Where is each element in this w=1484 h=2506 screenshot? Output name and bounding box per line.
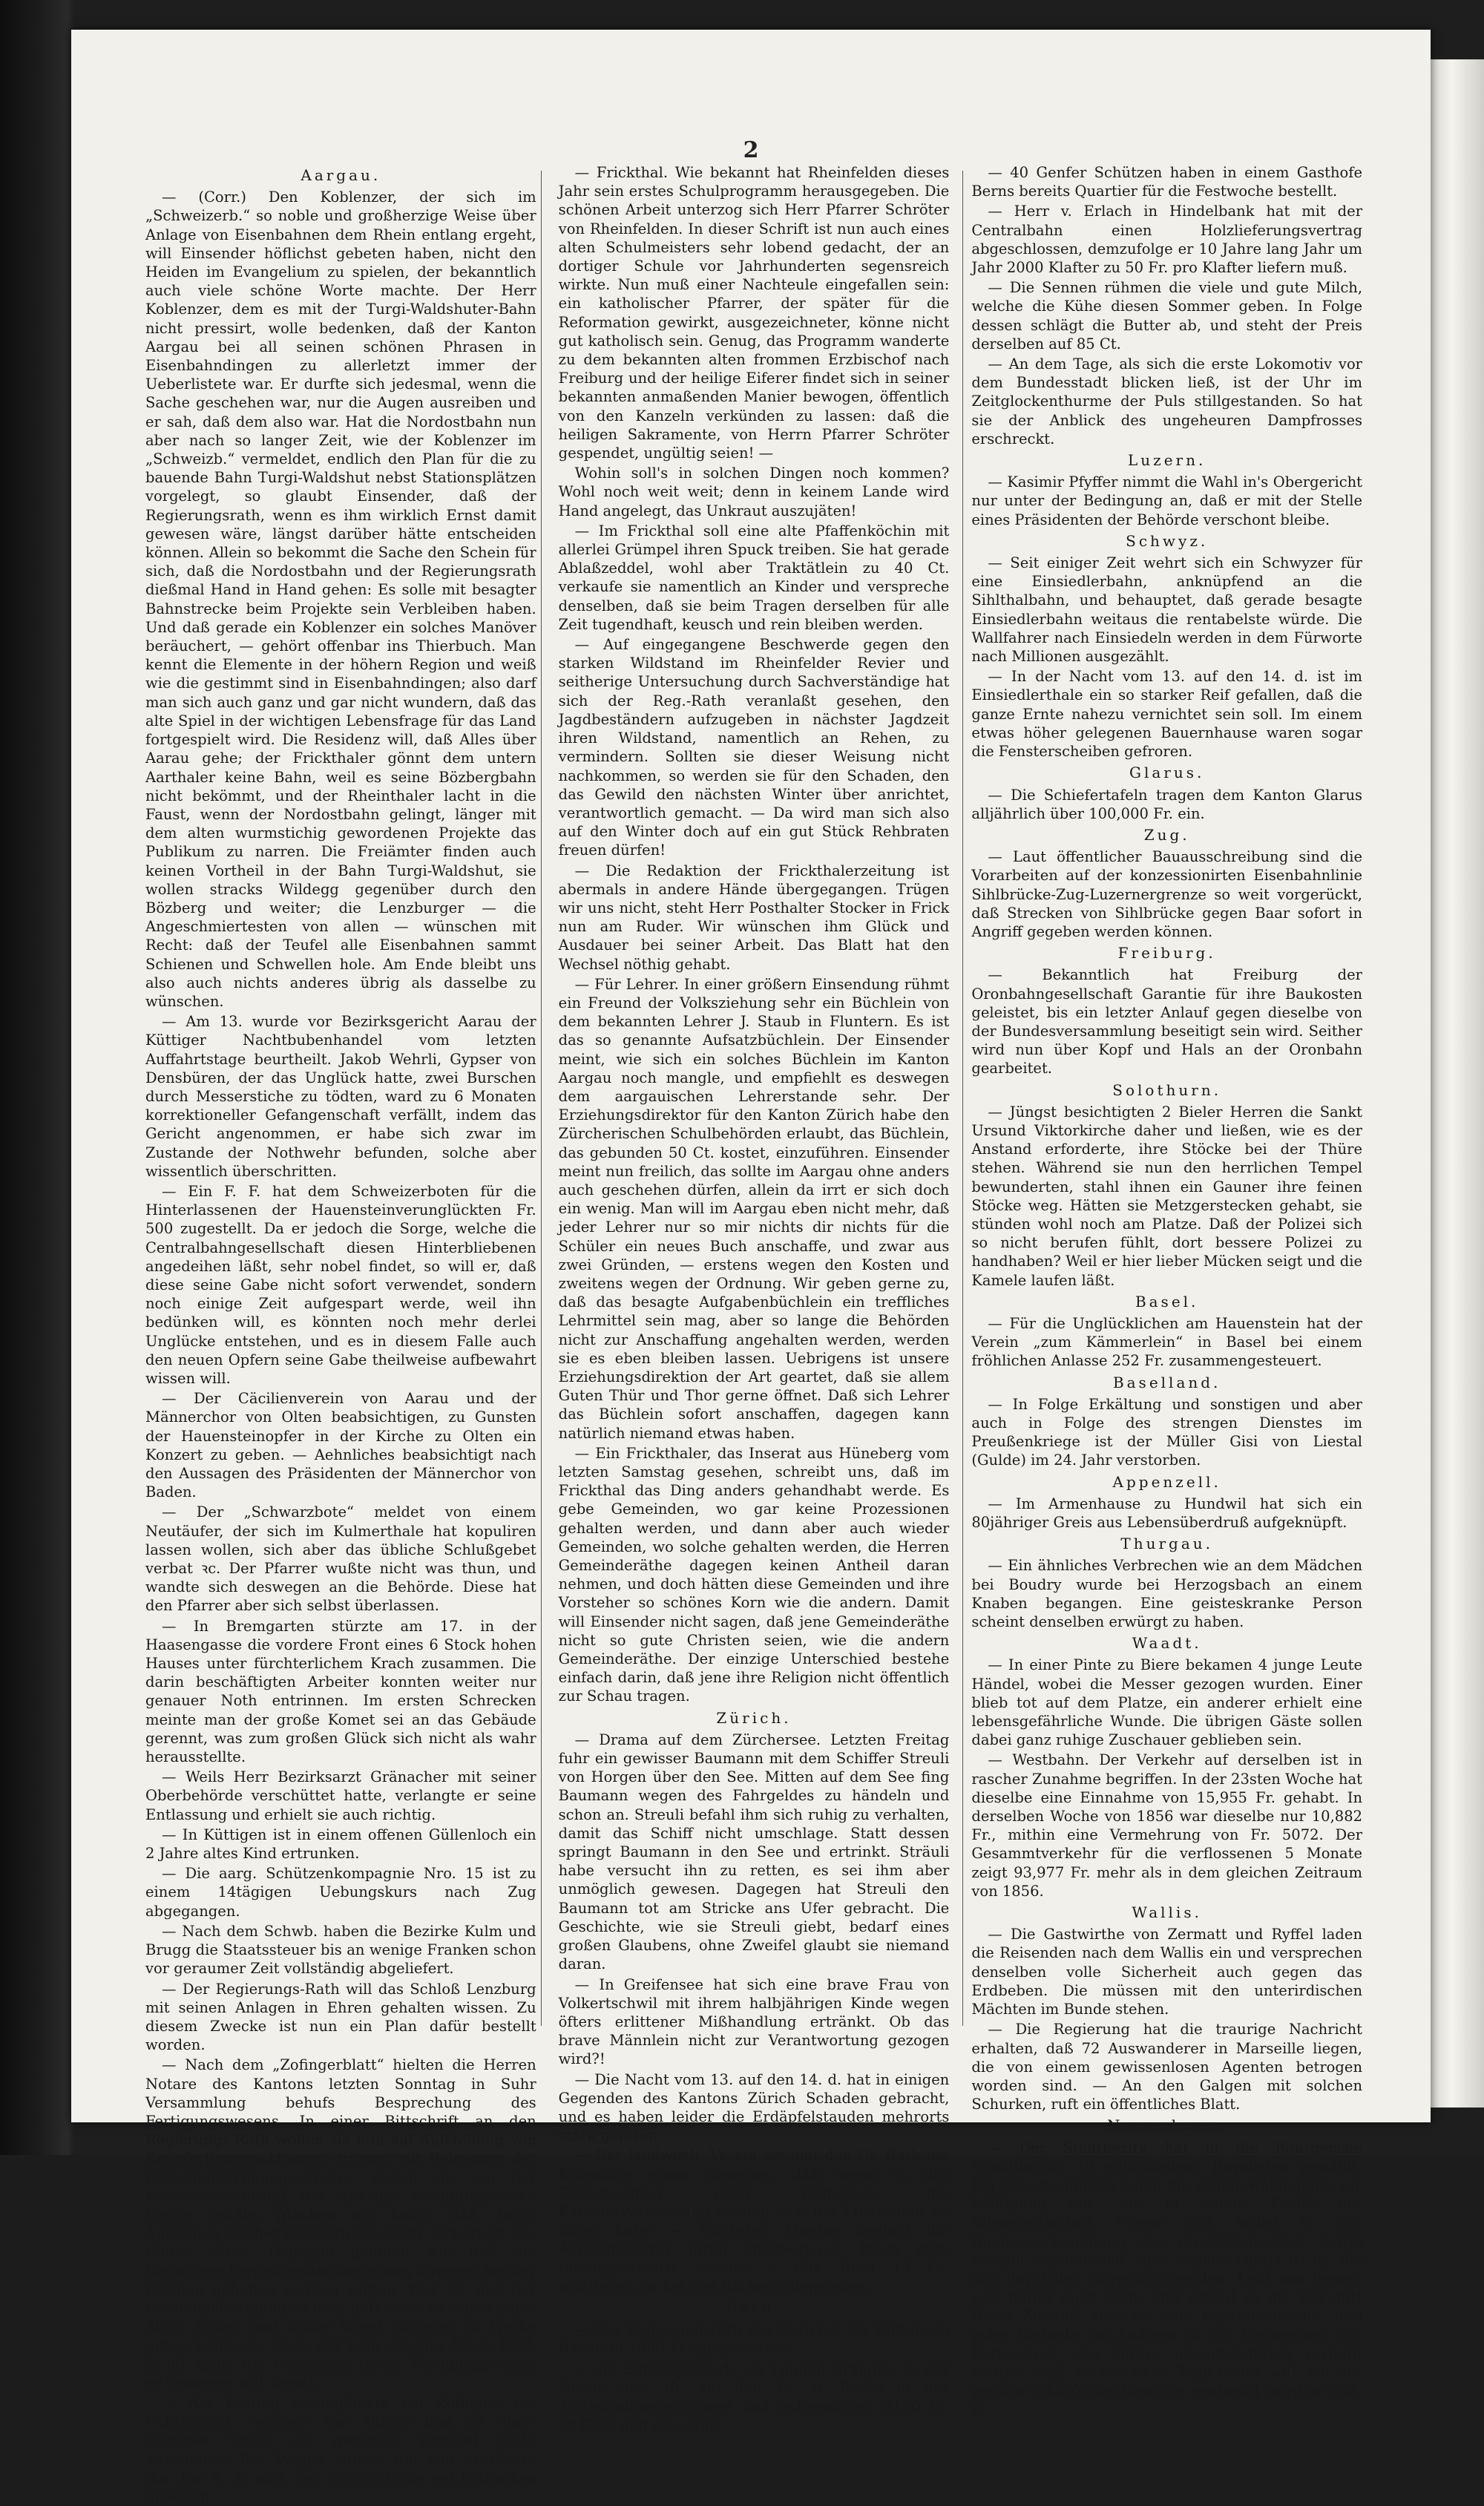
article-paragraph: — Der landwirth. Verein ersucht den Gr. Rath um Erlassung eines Gesetzes, daß wenn ⅔ der Grundbesitzer einer Gemeinde die Katastervermessung wollen, sich die Minderheit zu fügen habe. — Nächsten Montag beginnt die Aktienbäckerei ihren Brodverkauf. Nach dem Intelligenzblatte werden 4 Pfd. Brod 12 Ct. wohlfeiler als bei den Bäckern abgegeben. bbox=[558, 2147, 950, 2295]
article-paragraph: — 40 Genfer Schützen haben in einem Gasthofe Berns bereits Quartier für die Festwoche bestellt. bbox=[971, 164, 1363, 200]
section-heading: Zug. bbox=[1143, 825, 1190, 844]
section-heading: Wallis. bbox=[1132, 1903, 1202, 1922]
article-paragraph: — Die Gastwirthe von Zermatt und Ryffel laden die Reisenden nach dem Wallis ein und versprechen denselben volle Sicherheit auch gegen das Erdbeben. Die müssen mit den unterirdischen Mächten im Bunde stehen. bbox=[971, 1926, 1363, 2018]
section-heading: Solothurn. bbox=[1112, 1080, 1222, 1099]
section-heading: Schwyz. bbox=[1126, 531, 1209, 550]
section-heading: Basel. bbox=[1135, 1292, 1199, 1311]
section-heading: Neuenburg. bbox=[1107, 2116, 1227, 2135]
column-left bbox=[145, 163, 536, 2505]
article-paragraph: — Kasimir Pfyffer nimmt die Wahl in's Obergericht nur unter der Bedingung an, daß er mit der Stelle eines Präsidenten der Behörde verschont bleibe. bbox=[971, 473, 1363, 528]
article-paragraph: — In der Nacht vom 13. auf den 14. d. ist im Einsiedlerthale ein so starker Reif gefallen, daß die ganze Ernte nahezu vernichtet sein soll. Im einem etwas höher gelegenen Bauernhause waren sogar die Fensterscheiben gefroren. bbox=[971, 668, 1363, 761]
article-paragraph: — Der Regierungs-Rath will das Schloß Lenzburg mit seinen Anlagen in Ehren gehalten wissen. Zu diesem Zwecke ist nun ein Plan dafür bestellt worden. bbox=[145, 1980, 536, 2054]
section-heading: Aargau. bbox=[301, 166, 381, 184]
article-paragraph: — Die Nacht vom 13. auf den 14. d. hat in einigen Gegenden des Kantons Zürich Schaden gebracht, und es haben leider die Erdäpfelstauden mehrorts stark gelitten. bbox=[558, 2070, 950, 2145]
article-paragraph: — Seit einiger Zeit wehrt sich ein Schwyzer für eine Einsiedlerbahn, anknüpfend an die Sihlthalbahn, und behauptet, daß gerade besagte Einsiedlerbahn weitaus die rentabelste würde. Die Wallfahrer nach Einsiedeln werden in dem Fürworte nach Millionen ausgezählt. bbox=[971, 554, 1363, 666]
section-heading: Waadt. bbox=[1132, 1634, 1202, 1653]
article-paragraph: — Nach dem Schwb. haben die Bezirke Kulm und Brugg die Staatssteuer bis an wenige Franken schon vor geraumer Zeit vollständig abgeliefert. bbox=[145, 1922, 536, 1978]
article-paragraph: — Für Lehrer. In einer größern Einsendung rühmt ein Freund der Volksziehung sehr ein Büchlein von dem bekannten Lehrer J. Staub in Fluntern. Es ist das so genannte Aufsatzbüchlein. Der Einsender meint, wie sich ein solches Büchlein im Kanton Aargau noch mangle, und empfiehlt es deswegen dem aargauischen Lehrerstande sehr. Der Erziehungsdirektor für den Kanton Zürich habe den Zürcherischen Schulbehörden erlaubt, das Büchlein, das gebunden 50 Ct. kostet, einzuführen. Einsender meint nun freilich, das sollte im Aargau ohne anders auch geschehen dürfen, allein da irrt er sich doch ein wenig. Man will im Aargau eben nicht mehr, daß jeder Lehrer nur so mir nichts dir nichts für die Schüler ein neues Buch anschaffe, und zwar aus zwei Gründen, — erstens wegen den Kosten und zweitens wegen der Ordnung. Wir geben gerne zu, daß das besagte Aufgabenbüchlein ein treffliches Lehrmittel sein mag, aber so lange die Behörden nicht zur Anschaffung angehalten werden, werden sie es eben bleiben lassen. Uebrigens ist unsere Erziehungsdirektion der Art geartet, daß sie allem Guten Thür und Thor gerne öffnet. Daß sich Lehrer das Büchlein sofort anschaffen, dagegen kann natürlich niemand etwas haben. bbox=[558, 975, 950, 1442]
article-paragraph: — Am Freitag verunglückte bei Zofingen ein Fuhrknecht, welcher Torf führte und an einer halbigen Stelle die gehörige Vorsicht nicht anwendete. Der Wagen stürzte um und erdrückte ihn. Die A. Z. sagt, der Verunglückte sei betrunken gewesen. bbox=[145, 2394, 536, 2505]
article-paragraph: — (Corr.) Den Koblenzer, der sich im „Schweizerb.“ so noble und großherzige Weise über Anlage von Eisenbahnen dem Rhein entlang ergeht, will Einsender höflichst gebeten haben, nicht den Heiden im Evangelium zu spielen, der bekanntlich auch viele schöne Worte machte. Der Herr Koblenzer, dem es mit der Turgi-Waldshuter-Bahn nicht pressirt, wolle bedenken, daß der Kanton Aargau bei all seinen schönen Phrasen in Eisenbahndingen zu allerletzt immer der Ueberlistete war. Er durfte sich jedesmal, wenn die Sache geschehen war, nur die Augen ausreiben und er sah, daß dem also war. Hat die Nordostbahn nun aber nach so langer Zeit, wie der Koblenzer im „Schweizb.“ vermeldet, endlich den Plan für die zu bauende Bahn Turgi-Waldshut nebst Stationsplätzen vorgelegt, so glaubt Einsender, daß der Regierungsrath, wenn es ihm wirklich Ernst damit gewesen wäre, längst darüber hätte entscheiden können. Allein so bekommt die Sache den Schein für sich, daß die Nordostbahn und der Regierungsrath dießmal Hand in Hand gehen: Es solle mit besagter Bahnstrecke beim Projekte sein Verbleiben haben. Und daß gerade ein Koblenzer ein solches Manöver beräuchert, — gehört offenbar ins Thierbuch. Man kennt die Elemente in der höhern Region und weiß wie die gestimmt sind in Eisenbahndingen; also darf man sich auch ganz und gar nicht wundern, daß das alte Spiel in der wichtigen Lebensfrage für das Land fortgespielt wird. Die Residenz will, daß Alles über Aarau gehe; der Frickthaler gönnt dem untern Aarthaler keine Bahn, weil es seine Bözbergbahn nicht bekömmt, und der Rheinthaler lacht in die Faust, wenn der Nordostbahn gelingt, länger mit dem alten wurmstichig gewordenen Projekte das Publikum zu narren. Die Freiämter finden auch keinen Vortheil in der Bahn Turgi-Waldshut, sie wollen stracks Wildegg gegenüber durch den Bözberg und weiter; die Lenzburger — die Angeschmiertesten von allen — wünschen mit Recht: daß der Teufel alle Eisenbahnen sammt Schienen und Schwellen hole. Am Ende bleibt uns also auch nichts anderes übrig als dasselbe zu wünschen. bbox=[145, 188, 536, 1010]
article-paragraph: — Der „Schwarzbote“ meldet von einem Neutäufer, der sich im Kulmerthale hat kopuliren lassen wollen, sich aber das übliche Schlußgebet verbat ꝛc. Der Pfarrer wußte nicht was thun, und wandte sich deswegen an die Behörde. Diese hat den Pfarrer aber sich selbst überlassen. bbox=[145, 1503, 536, 1615]
section-heading: Freiburg. bbox=[1117, 944, 1216, 962]
article-paragraph: — In Folge Erkältung und sonstigen und aber auch in Folge des strengen Dienstes im Preußenkriege ist der Müller Gisi von Liestal (Gulde) im 24. Jahr verstorben. bbox=[971, 1395, 1363, 1469]
article-paragraph: — Am 13. wurde vor Bezirksgericht Aarau der Küttiger Nachtbubenhandel vom letzten Auffahrtstage beurtheilt. Jakob Wehrli, Gypser von Densbüren, der das Unglück hatte, zwei Burschen durch Messerstiche zu tödten, ward zu 6 Monaten korrektioneller Gefangenschaft verfällt, indem das Gericht angenommen, er habe sich zwar im Zustande der Nothwehr befunden, solche aber wissentlich überschritten. bbox=[145, 1013, 536, 1180]
article-paragraph: — Nach dem „Zofingerblatt“ hielten die Herren Notare des Kantons letzten Sonntag in Suhr Versammlung behufs Besprechung des Fertigungswesens. In einer Bittschrift an den Regierungs-Rath wollen sie nun auf Aufstellung von Kreisfertigungsaktuaren dringen mit Belassung der Gemeindefertigungsaktuare, indem sie von der Kostenvermehrung, die also das Fertigungswesen treffen müßte, glauben wir kaum, daß durch Aufstellen solcher Kreisaktuare mehr Sicherheit in's Ganze käme. Dagegen glauben wir, daß die bisherigen Fertigungsaktuare etwas strenger bei der Prüfung gehalten werden sollten. Klar ist, daß der Gemeindsfertigungsaktuar, daß er so zu sagen jedes Stück Grund und Boden kennt, sicherer zu Werke gehen kann, als einer, der kein einziges Stück Feld, ja oft kaum die Gemeinde, deren Fertigungswesen er besorgen soll, kennt. bbox=[145, 2056, 536, 2392]
section-heading: Zürich. bbox=[716, 1708, 792, 1727]
article-paragraph: — Die Sennen rühmen die viele und gute Milch, welche die Kühe diesen Sommer geben. In Folge dessen schlägt die Butter ab, und steht der Preis derselben auf 85 Ct. bbox=[971, 279, 1363, 352]
article-paragraph: — Ein ähnliches Verbrechen wie an dem Mädchen bei Boudry wurde bei Herzogsbach an einem Knaben begangen. Eine geisteskranke Person scheint denselben erwürgt zu haben. bbox=[971, 1557, 1363, 1631]
section-heading: Luzern. bbox=[1128, 451, 1206, 470]
article-paragraph: — Drama auf dem Zürchersee. Letzten Freitag fuhr ein gewisser Baumann mit dem Schiffer Streuli von Horgen über den See. Mitten auf dem See fing Baumann wegen des Fahrgeldes zu händeln und schon an. Streuli befahl ihm sich ruhig zu verhalten, damit das Schiff nicht umschlage. Statt dessen springt Baumann in den See und ertrinkt. Sträuli habe versucht ihn zu retten, es sei ihm aber unmöglich gewesen. Dagegen hat Streuli den Baumann tot am Stricke ans Ufer gebracht. Die Geschichte, wie sie Streuli giebt, bedarf eines großen Glaubens, ohne Zweifel glaubt sie niemand daran. bbox=[558, 1731, 950, 1973]
section-heading: Appenzell. bbox=[1112, 1472, 1221, 1491]
section-heading: Glarus. bbox=[1129, 764, 1205, 782]
article-paragraph: — In Greifensee hat sich eine brave Frau von Volkertschwil mit ihrem halbjährigen Kinde wegen öfters erlittener Mißhandlung ertränkt. Ob das brave Männlein nicht zur Verantwortung gezogen wird?! bbox=[558, 1975, 950, 2068]
article-paragraph: — Auf eingegangene Beschwerde gegen den starken Wildstand im Rheinfelder Revier und seitherige Untersuchung durch Sachverständige hat sich der Reg.-Rath veranlaßt gesehen, den Jagdbeständern aufzugeben in nächster Jagdzeit ihren Wildstand, namentlich an Rehen, zu vermindern. Sollten sie dieser Weisung nicht nachkommen, so werden sie für den Schaden, den das Gewild den nächsten Winter über anrichtet, verantwortlich gemacht. — Da wird man sich also auf den Winter doch auf ein gut Stück Rehbraten freuen dürfen! bbox=[558, 636, 950, 859]
column-middle bbox=[558, 163, 950, 2434]
article-paragraph: Wohin soll's in solchen Dingen noch kommen? Wohl noch weit weit; denn in keinem Lande wird Hand angelegt, das Unkraut auszujäten! bbox=[558, 465, 950, 519]
article-paragraph: — In Bremgarten stürzte am 17. in der Haasengasse die vordere Front eines 6 Stock hohen Hauses unter fürchterlichem Krach zusammen. Die darin beschäftigten Arbeiter konnten weiter nur genauer Noth entrinnen. Im ersten Schrecken meinte man der große Komet sei an das Gebäude gerennt, was zum großen Glück sich nicht als wahr herausstellte. bbox=[145, 1617, 536, 1766]
article-paragraph: — Frickthal. Wie bekannt hat Rheinfelden dieses Jahr sein erstes Schulprogramm herausgegeben. Die schönen Arbeit unterzog sich Herr Pfarrer Schröter von Rheinfelden. In dieser Schrift ist nun auch eines alten Schulmeisters sehr lobend gedacht, der an dortiger Schule vor Jahrhunderten segensreich wirkte. Nun muß einer Nachteule eingefallen sein: ein katholischer Pfarrer, der später für die Reformation gewirkt, ausgezeichneter, könne nicht gut katholisch sein. Genug, das Programm wanderte zu dem bekannten alten frommen Erzbischof nach Freiburg und der heilige Eiferer findet sich in seiner bekannten anmaßenden Manier bewogen, öffentlich von den Kanzeln verkünden zu lassen: daß die heiligen Sakramente, von Herrn Pfarrer Schröter gespendet, ungültig seien! — bbox=[558, 164, 950, 462]
article-paragraph: — Weils Herr Bezirksarzt Gränacher mit seiner Oberbehörde verschüttet hatte, verlangte er seine Entlassung und erhielt sie auch richtig. bbox=[145, 1768, 536, 1823]
article-paragraph: — Ein Frickthaler, das Inserat aus Hüneberg vom letzten Samstag gesehen, schreibt uns, daß im Frickthal das Ding anders gehandhabt werde. Es gebe Gemeinden, wo gar keine Prozessionen gehalten werden, und dann aber auch wieder Gemeinden, wo solche gehalten werden, die Herren Gemeinderäthe dagegen keinen Antheil daran nehmen, und doch hätten diese Gemeinden und ihre Vorsteher so schönes Korn wie die andern. Damit will Einsender nicht sagen, daß jene Gemeinderäthe nicht so gute Christen seien, wie die andern Gemeinderäthe. Der einzige Unterschied bestehe einfach darin, daß jene ihre Religion nicht öffentlich zur Schau tragen. bbox=[558, 1444, 950, 1705]
next-page-edge bbox=[1431, 59, 1484, 2108]
article-paragraph: — In einer Pinte zu Biere bekamen 4 junge Leute Händel, wobei die Messer gezogen wurden. Einer blieb tot auf dem Platze, ein anderer erhielt eine lebensgefährliche Wunde. Die übrigen Gäste sollen dabei ganz ruhige Zuschauer geblieben sein. bbox=[971, 1656, 1363, 1749]
section-heading: Bern. bbox=[726, 2298, 782, 2317]
section-heading: Baselland. bbox=[1112, 1373, 1221, 1391]
article-paragraph: — Die Schiefertafeln tragen dem Kanton Glarus alljährlich über 100,000 Fr. ein. bbox=[971, 786, 1363, 822]
article-paragraph: — Im Frickthal soll eine alte Pfaffenköchin mit allerlei Grümpel ihren Spuck treiben. Sie hat gerade Ablaßzeddel, wohl aber Traktätlein zu 40 Ct. verkaufe sie namentlich an Kinder und verspreche denselben, daß sie beim Tragen derselben für alle Zeit tugendhaft, keusch und rein bleiben werden. bbox=[558, 522, 950, 633]
article-paragraph: — Der Regierungsrath von Bern hat für katholisch Bächteln 1000 Fr. ausgeworfen. bbox=[558, 2321, 950, 2358]
article-paragraph: — Laut öffentlicher Bauausschreibung sind die Vorarbeiten auf der konzessionirten Eisenbahnlinie Sihlbrücke-Zug-Luzernergrenze so weit vorgerückt, daß Strecken von Sihlbrücke gegen Baar sofort in Angriff gegeben werden können. bbox=[971, 848, 1363, 940]
article-paragraph: — Westbahn. Der Verkehr auf derselben ist in rascher Zunahme begriffen. In der 23sten Woche hat dieselbe eine Einnahme von 15,955 Fr. gehabt. In derselben Woche von 1856 war dieselbe nur 10,882 Fr., mithin eine Vermehrung von Fr. 5072. Der Gesammtverkehr für die verflossenen 5 Monate zeigt 93,977 Fr. mehr als in dem gleichen Zeitraum von 1856. bbox=[971, 1751, 1363, 1900]
article-paragraph: — Die aarg. Schützenkompagnie Nro. 15 ist zu einem 14tägigen Uebungskurs nach Zug abgegangen. bbox=[145, 1865, 536, 1920]
page-number: 2 bbox=[743, 137, 759, 163]
column-right bbox=[971, 163, 1363, 2418]
article-paragraph: — An dem Tage, als sich die erste Lokomotiv vor dem Bundesstadt blicken ließ, ist der Uhr im Zeitglockenthurme der Puls stillgestanden. So hat sie der Anblick des ungeheuren Dampfrosses erschreckt. bbox=[971, 355, 1363, 447]
article-paragraph: — In Küttigen ist in einem offenen Güllenloch ein 2 Jahre altes Kind ertrunken. bbox=[145, 1826, 536, 1863]
article-paragraph: — Herr v. Erlach in Hindelbank hat mit der Centralbahn einen Holzlieferungsvertrag abgeschlossen, demzufolge er 10 Jahre lang Jahr um Jahr 2000 Klafter zu 50 Fr. pro Klafter liefern muß. bbox=[971, 203, 1363, 277]
article-paragraph: — Jüngst besichtigten 2 Bieler Herren die Sankt Ursund Viktorkirche daher und ließen, wie es der Anstand erforderte, ihre Stöcke bei der Thüre stehen. Während sie nun den herrlichen Tempel bewunderten, stahl ihnen ein Gauner ihre feinen Stöcke weg. Hätten sie Metzgerstecken gehabt, sie stünden wohl noch am Platze. Daß der Polizei sich so nicht berufen fühlt, dort bessere Polizei zu handhaben? Weil er hier lieber Mücken seigt und die Kamele laufen läßt. bbox=[971, 1103, 1363, 1289]
article-paragraph: — Die Redaktion der Frickthalerzeitung ist abermals in andere Hände übergegangen. Trügen wir uns nicht, steht Herr Posthalter Stocker in Frick nun am Ruder. Wir wünschen ihm Glück und Ausdauer bei seiner Arbeit. Das Blatt hat den Wechsel nöthig gehabt. bbox=[558, 862, 950, 973]
section-heading: Thurgau. bbox=[1120, 1535, 1213, 1553]
article-paragraph: — Die Regierung hat die traurige Nachricht erhalten, daß 72 Auswanderer in Marseille liegen, die von einem gewissenlosen Agenten betrogen worden sind. — An den Galgen mit solchen Schurken, ruft ein öffentliches Blatt. bbox=[971, 2021, 1363, 2113]
article-paragraph: — Im Armenhause zu Hundwil hat sich ein 80jähriger Greis aus Lebensüberdruß aufgeknüpft. bbox=[971, 1495, 1363, 1532]
article-paragraph: — Bekanntlich hat Freiburg der Oronbahngesellschaft Garantie für ihre Baukosten geleistet, bis ein letzter Anlauf gegen dieselbe von der Bundesversammlung beseitigt sein wird. Seither wird nun über Kopf und Hals an der Oronbahn gearbeitet. bbox=[971, 966, 1363, 1077]
article-paragraph: — Der Cäcilienverein von Aarau und der Männerchor von Olten beabsichtigen, zu Gunsten der Hauensteinopfer in der Kirche zu Olten ein Konzert zu geben. — Aehnliches beabsichtigt nach den Aussagen des Präsidenten der Männerchor von Baden. bbox=[145, 1390, 536, 1501]
article-paragraph: — Ein F. F. hat dem Schweizerboten für die Hinterlassenen der Hauensteinverunglückten Fr. 500 zugestellt. Da er jedoch die Sorge, welche die Centralbahngesellschaft diesen Hinterbliebenen angedeihen läßt, sehr nobel findet, so will er, daß diese seine Gabe nicht sofort verwendet, sondern noch einige Zeit aufgespart werde, weil ihn bedünken will, es könnten noch mehr derlei Unglücke entstehen, und es in diesem Falle auch den neuen Opfern seine Gabe theilweise aufbewahrt wissen will. bbox=[145, 1182, 536, 1387]
article-paragraph: — Für die Unglücklichen am Hauenstein hat der Verein „zum Kämmerlein“ in Basel bei einem fröhlichen Anlasse 252 Fr. zusammengesteuert. bbox=[971, 1314, 1363, 1370]
article-paragraph: — Der Stadtbezirk hat in die Bourgeoisie Constituante 10 entschiedene Royalisten gewählt. Bei diesem Anlasse fallen die vielen Mahnungen zur Mäßigung ein, die in einem Theile der schweizerischen Presse und selbst in der Bundesversammlung der republikanischen Partei ertheilt worden sind. Aber welche Politik ist es, die den Royalisten zugerufen werden: Laßt nun liegen, was hinter euch liegt, und schaut in die Zukunft! Diese Zukunft aber ist eine republikanische, und jeder Gedanke an Anderes ist ein Verbrechen, ein Verbrechen, das fortan unnachsichtlich verfolgt werden muß, so wie es zu Tage treten will, mit der ganzen Schärfe des Gesetzes geahndet werden muß. B. bbox=[971, 2139, 1363, 2418]
text-columns bbox=[145, 163, 1363, 2505]
article-paragraph: — Im Schloßgebäude zu Laupen drangen in der Nacht vom 10. auf den 11. d. Diebe in das Amtsschaffnereizimmer und entwendeten 2150 Fr. an Geld und eine Uhr. bbox=[558, 2360, 950, 2434]
